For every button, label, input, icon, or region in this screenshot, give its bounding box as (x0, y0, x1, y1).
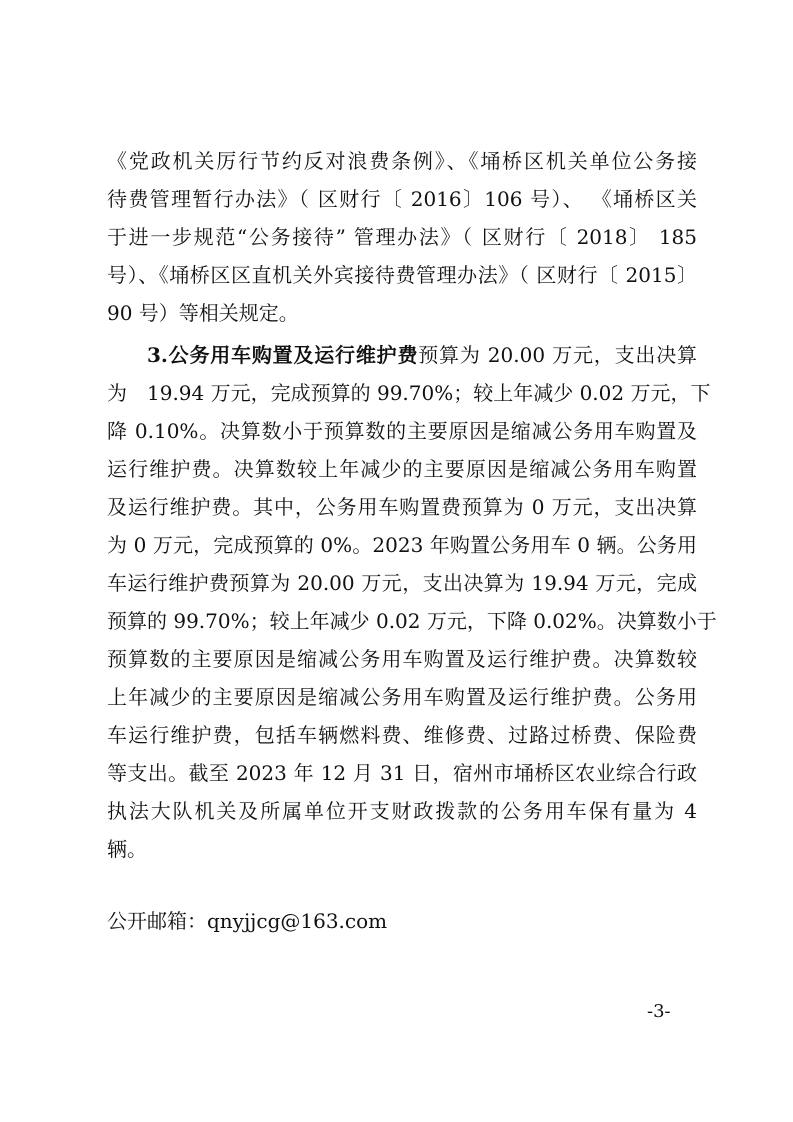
para2-line-8: 预算的 99.70%；较上年减少 0.02 万元，下降 0.02%。决算数小于 (107, 609, 717, 633)
para2-line-1-text: 预算为 20.00 万元，支出决算 (418, 343, 697, 367)
para2-line-14: 辆。 (107, 837, 147, 861)
para2-line-3: 降 0.10%。决算数小于预算数的主要原因是缩减公务用车购置及 (107, 419, 697, 443)
para2-line-7: 车运行维护费预算为 20.00 万元，支出决算为 19.94 万元，完成 (107, 571, 697, 595)
para2-line-13: 执法大队机关及所属单位开支财政拨款的公务用车保有量为 4 (107, 799, 697, 823)
para1-line-4: 号）、《埇桥区区直机关外宾接待费管理办法》（ 区财行〔 2015〕 (107, 263, 697, 287)
section-heading: 3.公务用车购置及运行维护费 (147, 343, 419, 367)
page-number: -3- (647, 1001, 671, 1022)
para2-line-4: 运行维护费。决算数较上年减少的主要原因是缩减公务用车购置 (107, 457, 697, 481)
para1-line-5: 90 号）等相关规定。 (107, 301, 299, 325)
para1-line-2: 待费管理暂行办法》（ 区财行〔 2016〕106 号）、 《埇桥区关 (107, 187, 697, 211)
para2-line-9: 预算数的主要原因是缩减公务用车购置及运行维护费。决算数较 (107, 647, 697, 671)
para2-line-1 (147, 342, 697, 368)
public-email: 公开邮箱：qnyjjcg@163.com (107, 909, 388, 933)
para1-line-1: 《党政机关厉行节约反对浪费条例》、《埇桥区机关单位公务接 (107, 149, 697, 173)
para2-line-6: 为 0 万元，完成预算的 0%。2023 年购置公务用车 0 辆。公务用 (107, 533, 697, 557)
para2-line-5: 及运行维护费。其中，公务用车购置费预算为 0 万元，支出决算 (107, 495, 697, 519)
para2-line-12: 等支出。截至 2023 年 12 月 31 日，宿州市埇桥区农业综合行政 (107, 761, 697, 785)
para2-line-10: 上年减少的主要原因是缩减公务用车购置及运行维护费。公务用 (107, 685, 697, 709)
para2-line-2: 为 19.94 万元，完成预算的 99.70%；较上年减少 0.02 万元，下 (107, 381, 711, 405)
para2-line-11: 车运行维护费，包括车辆燃料费、维修费、过路过桥费、保险费 (107, 723, 697, 747)
para1-line-3: 于进一步规范“公务接待” 管理办法》（ 区财行〔 2018〕 185 (107, 225, 697, 249)
